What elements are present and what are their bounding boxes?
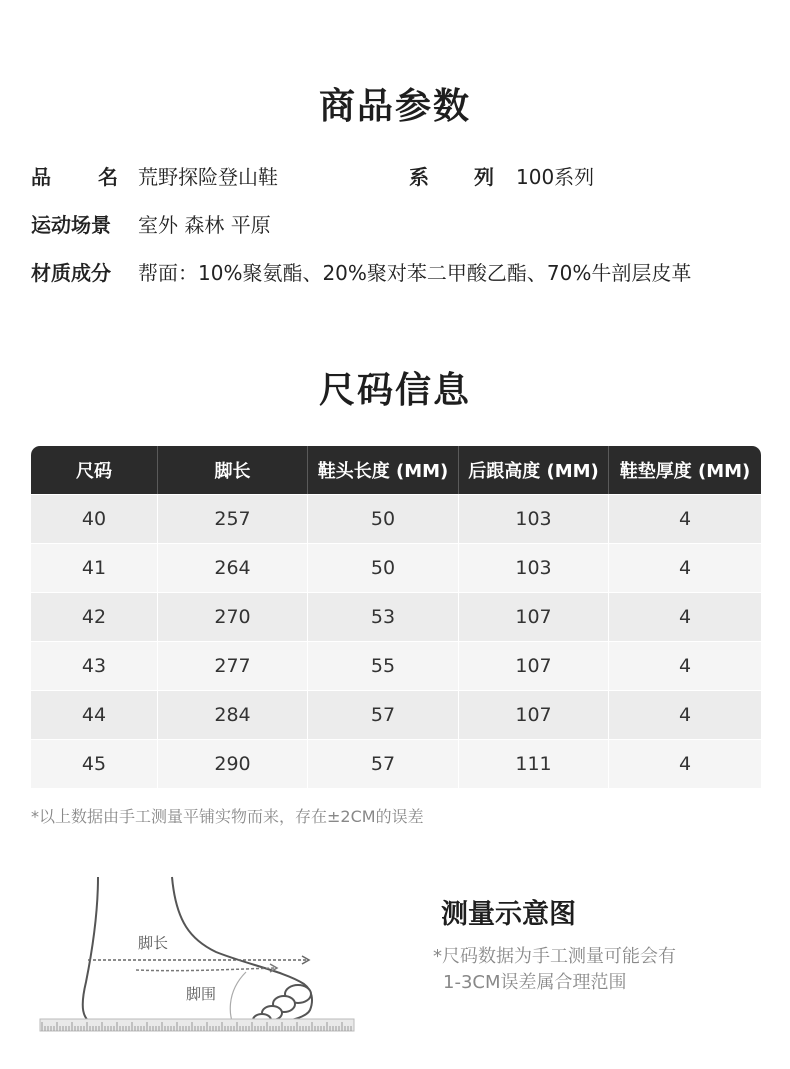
header-foot-length: 脚长 <box>158 446 308 494</box>
sport-value: 室外 森林 平原 <box>138 213 271 237</box>
series-value: 100系列 <box>516 165 595 189</box>
cell-heel-height: 103 <box>459 543 609 592</box>
cell-foot-length: 257 <box>158 494 308 543</box>
table-row <box>31 739 761 788</box>
cell-foot-length: 290 <box>158 739 308 788</box>
cell-size: 45 <box>31 739 158 788</box>
cell-size: 42 <box>31 592 158 641</box>
cell-heel-height: 107 <box>459 690 609 739</box>
cell-heel-height: 107 <box>459 592 609 641</box>
name-label-part: 名 <box>98 165 118 189</box>
size-table <box>31 446 761 788</box>
cell-heel-height: 103 <box>459 494 609 543</box>
cell-toe-length: 57 <box>308 690 459 739</box>
material-value: 帮面：10%聚氨酯、20%聚对苯二甲酸乙酯、70%牛剖层皮革 <box>138 261 692 285</box>
series-label-part: 系 <box>409 165 429 189</box>
cell-toe-length: 50 <box>308 543 459 592</box>
cell-size: 44 <box>31 690 158 739</box>
name-value: 荒野探险登山鞋 <box>138 165 278 189</box>
measure-title: 测量示意图 <box>441 899 576 930</box>
cell-insole-thickness: 4 <box>609 543 761 592</box>
cell-insole-thickness: 4 <box>609 494 761 543</box>
table-row <box>31 543 761 592</box>
measure-note <box>433 944 676 996</box>
cell-toe-length: 57 <box>308 739 459 788</box>
header-heel-height: 后跟高度 (MM) <box>459 446 609 494</box>
cell-toe-length: 50 <box>308 494 459 543</box>
series-label <box>409 161 494 190</box>
material-label: 材质成分 <box>31 261 111 285</box>
cell-toe-length: 55 <box>308 641 459 690</box>
table-row <box>31 592 761 641</box>
table-row <box>31 641 761 690</box>
foot-measure-diagram <box>36 872 358 1042</box>
header-toe-length: 鞋头长度 (MM) <box>308 446 459 494</box>
params-title: 商品参数 <box>318 86 471 127</box>
cell-insole-thickness: 4 <box>609 690 761 739</box>
header-size: 尺码 <box>31 446 158 494</box>
cell-insole-thickness: 4 <box>609 641 761 690</box>
foot-girth-label: 脚围 <box>186 985 217 1003</box>
measure-note-line: 1-3CM误差属合理范围 <box>443 972 627 993</box>
size-note: *以上数据由手工测量平铺实物而来，存在±2CM的误差 <box>31 807 424 826</box>
cell-heel-height: 111 <box>459 739 609 788</box>
foot-girth-arrow <box>136 968 276 971</box>
name-label-part: 品 <box>31 165 51 189</box>
series-label-part: 列 <box>474 165 494 189</box>
cell-foot-length: 270 <box>158 592 308 641</box>
measure-note-line: *尺码数据为手工测量可能会有 <box>433 946 676 967</box>
param-row-name <box>31 161 595 195</box>
cell-foot-length: 284 <box>158 690 308 739</box>
name-label <box>31 161 118 190</box>
param-row-sport <box>31 209 271 238</box>
table-row <box>31 690 761 739</box>
cell-insole-thickness: 4 <box>609 592 761 641</box>
cell-insole-thickness: 4 <box>609 739 761 788</box>
table-row <box>31 494 761 543</box>
cell-size: 41 <box>31 543 158 592</box>
cell-toe-length: 53 <box>308 592 459 641</box>
cell-size: 43 <box>31 641 158 690</box>
foot-length-label: 脚长 <box>138 934 169 952</box>
size-table-header-row <box>31 446 761 494</box>
param-row-material <box>31 257 692 286</box>
sport-label: 运动场景 <box>31 213 111 237</box>
cell-size: 40 <box>31 494 158 543</box>
cell-foot-length: 277 <box>158 641 308 690</box>
header-insole-thickness: 鞋垫厚度 (MM) <box>609 446 761 494</box>
cell-foot-length: 264 <box>158 543 308 592</box>
cell-heel-height: 107 <box>459 641 609 690</box>
size-title: 尺码信息 <box>318 370 471 411</box>
